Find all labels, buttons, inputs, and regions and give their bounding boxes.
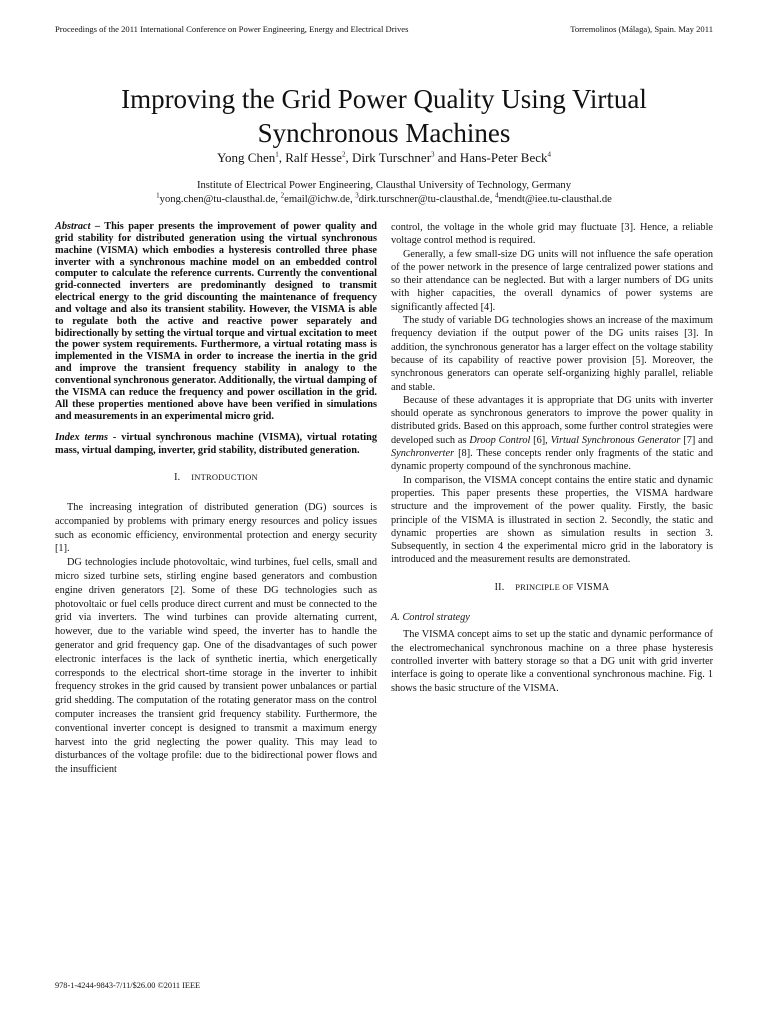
author-mark: 2 xyxy=(341,150,346,159)
author-name: , Ralf Hesse xyxy=(278,150,342,165)
email-mark: 3 xyxy=(355,191,359,200)
section-number: I. xyxy=(174,471,181,483)
title-line-1: Improving the Grid Power Quality Using Virtual xyxy=(121,84,647,115)
index-terms-label: Index terms xyxy=(55,432,108,444)
section-heading xyxy=(391,581,713,594)
author-mark: 4 xyxy=(547,150,552,159)
body-paragraph: Generally, a few small-size DG units will not influence the safe operation of the power network in the presence of large centralized power stations and so their attendance can be neglected. But with a larger numbers of DG units with higher capacities, the overall dynamics of power systems are significantly affected [4]. xyxy=(391,248,713,313)
body-paragraph: The study of variable DG technologies shows an increase of the maximum frequency deviation if the output power of the DG units raises [3]. In addition, the synchronous generator has a larger effect on the voltage stability because of its capability of reactive power provision [5]. Moreover, the synchronous generators can operate self-organizing highly parallel, reliable and stable. xyxy=(391,315,713,393)
body-paragraph: DG technologies include photovoltaic, wind turbines, fuel cells, small and micro sized turbine sets, stirling engine based generators and combustion engine driven generators [2]. Some of these DG technologies such as photovoltaic or fuel cells produce direct current and must be connected to the grid via inverters. The wind turbines can provide alternating current, however, due to the variable wind speed, the inverter has to handle the generator and grid frequency gap. One of the disadvantages of such power electronic interfaces is the lack of synthetic inertia, which energetically corresponds to the electrical short-time storage in the inverter to inhibit frequency strokes in the grid caused by transient power unbalances or partial grid shedding. The computation of the rotating generator mass on the control computer increases the transient grid frequency stability. Furthermore, the conventional inverter concept is designed to transmit a maximum energy harvest into the grid neglecting the power quality. This may lead to disturbances of the voltage profile: due to the bidirectional power flows and the insufficient xyxy=(55,557,377,776)
term-synchronverter: Synchronverter xyxy=(391,448,455,460)
text-run: Because of these advantages it is appropriate that DG units with inverter should operate as synchronous generators to improve the power quality in distributed grids. Based on this approach, some further control strategies were developed such as xyxy=(391,394,713,446)
text-run: [8]. These concepts render only fragments of the static and dynamic property compound of the synchronous machine. xyxy=(391,448,713,473)
author-name: and Hans-Peter Beck xyxy=(434,150,548,165)
section-heading xyxy=(55,471,377,484)
body-paragraph: The increasing integration of distributed generation (DG) sources is accompanied by problems with primary energy resources and policy issues such as economic efficiency, environmental protection and energy security [1]. xyxy=(55,502,377,555)
affiliation-block xyxy=(40,179,728,207)
body-paragraph: The VISMA concept aims to set up the static and dynamic performance of the electromechanical synchronous machine on a three phase hysteresis controlled inverter with battery storage so that a DG unit with grid inverter interface is going to operate like a conventional synchronous machine. Fig. 1 shows the basic structure of the VISMA. xyxy=(391,629,713,694)
title-line-2: Synchronous Machines xyxy=(257,118,511,149)
email-address: dirk.turschner@tu-clausthal.de, xyxy=(358,194,496,205)
right-column xyxy=(391,221,713,695)
abstract-label: Abstract xyxy=(55,221,91,232)
section-title: INTRODUCTION xyxy=(191,471,258,482)
section-number: II. xyxy=(494,581,505,593)
body-paragraph: control, the voltage in the whole grid may fluctuate [3]. Hence, a reliable voltage control method is required. xyxy=(391,222,713,247)
body-paragraph xyxy=(391,394,713,474)
email-address: email@ichw.de, xyxy=(284,194,356,205)
author-name: Yong Chen xyxy=(216,150,276,165)
email-mark: 2 xyxy=(280,191,285,200)
abstract xyxy=(55,221,377,422)
paper-title xyxy=(40,82,728,150)
section-title: PRINCIPLE OF xyxy=(515,581,574,592)
email-address: mendt@iee.tu-clausthal.de xyxy=(498,194,612,205)
text-run: [6], xyxy=(530,434,551,446)
author-mark: 3 xyxy=(431,150,435,159)
term-droop-control: Droop Control xyxy=(469,434,531,446)
running-header-left: Proceedings of the 2011 International Conference on Power Engineering, Energy and Electrical Drives xyxy=(55,24,409,34)
author-mark: 1 xyxy=(275,150,279,159)
abstract-text: – This paper presents the improvement of power quality and grid stability for distributed generation using the virtual synchronous machine (VISMA) which embodies a hysteresis controlled three phase inverter with a synchronous machine model on an embedded control computer to calculate the reference currents. Currently the conventional grid-connected inverters are predominantly designed to transmit electrical energy to the grid discounting the maintenance of frequency and voltage and also its transient stability. However, the VISMA is able to regulate both the active and reactive power separately and bidirectionally by setting the virtual torque and virtual excitation to meet the power system requirements. Furthermore, a virtual rotating mass is implemented in the VISMA in order to increase the inertia in the grid and improve the transient frequency stability in analogy to the conventional synchronous generator. Additionally, the virtual damping of the VISMA can reduce the frequency and power oscillation in the grid. All these properties mentioned above have been verified in simulations and measurements in an experimental micro grid. xyxy=(55,221,377,422)
left-column xyxy=(55,221,377,777)
body-paragraph: In comparison, the VISMA concept contains the entire static and dynamic properties. This paper presents these properties, the VISMA hardware structure and the improvement of the power quality. Firstly, the basic principle of the VISMA is illustrated in section 2. Secondly, the static and dynamic properties are shown as simulation results in section 3. Subsequently, in section 4 the experimental micro grid in the laboratory is introduced and the measurement results are demonstrated. xyxy=(391,474,713,566)
email-mark: 4 xyxy=(495,191,499,200)
author-name: , Dirk Turschner xyxy=(345,150,432,165)
index-terms xyxy=(55,432,377,456)
email-mark: 1 xyxy=(156,191,160,200)
term-virtual-synchronous-generator: Virtual Synchronous Generator xyxy=(550,434,681,446)
copyright-footer: 978-1-4244-9843-7/11/$26.00 ©2011 IEEE xyxy=(55,981,201,990)
running-header-right: Torremolinos (Málaga), Spain. May 2011 xyxy=(570,24,713,34)
index-terms-text: - virtual synchronous machine (VISMA), virtual rotating mass, virtual damping, inverter, grid stability, distributed generation. xyxy=(55,432,377,456)
email-address: yong.chen@tu-clausthal.de, xyxy=(159,194,281,205)
author-list xyxy=(40,150,728,166)
text-run: [7] and xyxy=(680,434,713,446)
institute-name: Institute of Electrical Power Engineering, Clausthal University of Technology, Germany xyxy=(196,180,572,191)
section-title-suffix: VISMA xyxy=(573,581,610,593)
subsection-heading: A. Control strategy xyxy=(391,612,470,624)
email-list xyxy=(40,193,728,207)
